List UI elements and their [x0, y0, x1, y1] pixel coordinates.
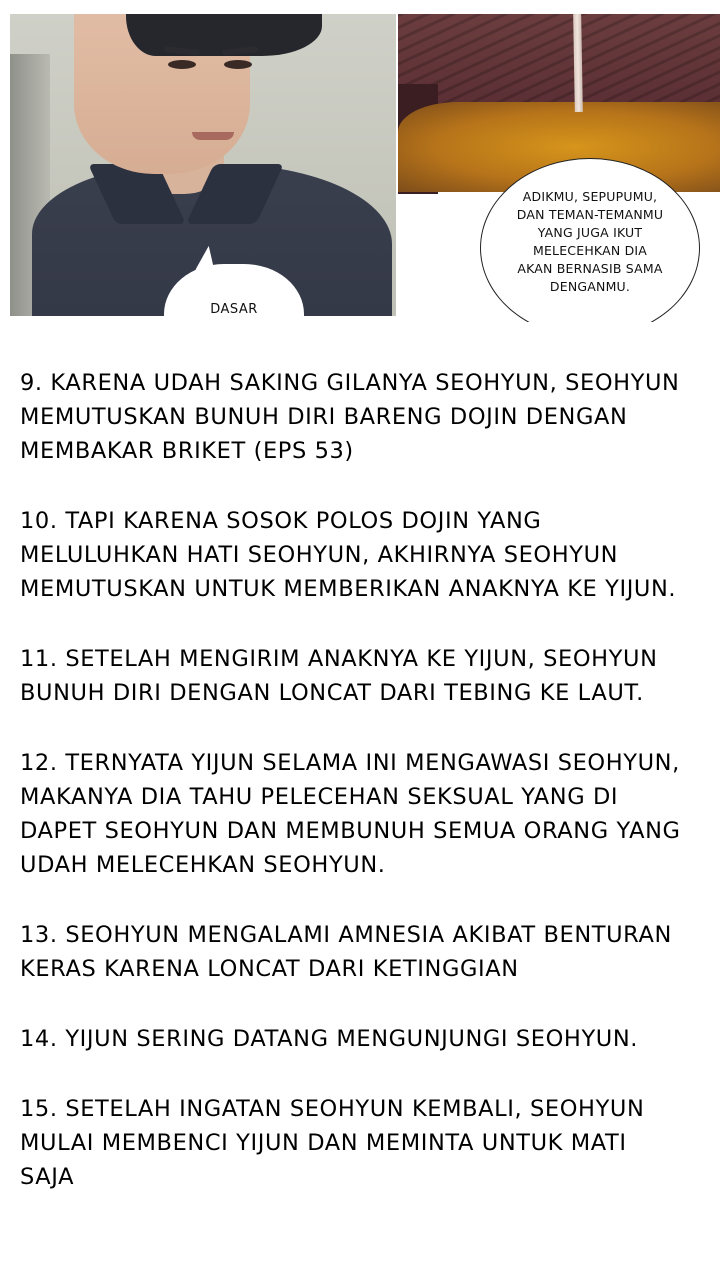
list-line: MEMUTUSKAN BUNUH DIRI BARENG DOJIN DENGAN [20, 404, 628, 430]
list-line: MULAI MEMBENCI YIJUN DAN MEMINTA UNTUK MATI [20, 1130, 627, 1156]
man-mouth [192, 132, 234, 140]
list-line: 15. SETELAH INGATAN SEOHYUN KEMBALI, SEOHYUN [20, 1096, 645, 1122]
speech-line: DENGANMU. [549, 279, 631, 294]
list-line: SAJA [20, 1164, 75, 1190]
list-line: 10. TAPI KARENA SOSOK POLOS DOJIN YANG [20, 508, 542, 534]
man-eye-right [224, 60, 252, 69]
speech-bubble-left-text: DASAR [210, 302, 258, 317]
speech-line: DAN TEMAN-TEMANMU [516, 207, 664, 222]
list-item [20, 366, 716, 468]
list-line: KERAS KARENA LONCAT DARI KETINGGIAN [20, 956, 519, 982]
speech-line: AKAN BERNASIB SAMA [517, 261, 663, 276]
list-line: 12. TERNYATA YIJUN SELAMA INI MENGAWASI SEOHYUN, [20, 750, 680, 776]
list-line: MEMUTUSKAN UNTUK MEMBERIKAN ANAKNYA KE YIJUN. [20, 576, 677, 602]
list-item [20, 918, 716, 986]
list-item [20, 642, 716, 710]
man-head [74, 14, 250, 174]
list-item [20, 746, 716, 882]
man-eye-left [168, 60, 196, 69]
list-line: 9. KARENA UDAH SAKING GILANYA SEOHYUN, SEOHYUN [20, 370, 680, 396]
speech-line: YANG JUGA IKUT [537, 225, 643, 240]
list-line: DAPET SEOHYUN DAN MEMBUNUH SEMUA ORANG YANG [20, 818, 681, 844]
list-line: UDAH MELECEHKAN SEOHYUN. [20, 852, 386, 878]
list-line: BUNUH DIRI DENGAN LONCAT DARI TEBING KE LAUT. [20, 680, 644, 706]
list-line: 11. SETELAH MENGIRIM ANAKNYA KE YIJUN, SEOHYUN [20, 646, 658, 672]
list-line: MEMBAKAR BRIKET (EPS 53) [20, 438, 354, 464]
list-line: MELULUHKAN HATI SEOHYUN, AKHIRNYA SEOHYUN [20, 542, 619, 568]
speech-bubble-right-text [492, 188, 688, 296]
list-item [20, 1022, 716, 1056]
list-line: 14. YIJUN SERING DATANG MENGUNJUNGI SEOHYUN. [20, 1026, 639, 1052]
list-item [20, 504, 716, 606]
strap [573, 14, 583, 112]
panel-gutter [470, 322, 720, 342]
list-item [20, 1092, 716, 1194]
speech-line: ADIKMU, SEPUPUMU, [522, 189, 658, 204]
plot-summary-list [20, 366, 716, 1230]
comic-panels [0, 0, 720, 330]
speech-line: MELECEHKAN DIA [532, 243, 648, 258]
list-line: 13. SEOHYUN MENGALAMI AMNESIA AKIBAT BENTURAN [20, 922, 672, 948]
list-line: MAKANYA DIA TAHU PELECEHAN SEKSUAL YANG DI [20, 784, 619, 810]
